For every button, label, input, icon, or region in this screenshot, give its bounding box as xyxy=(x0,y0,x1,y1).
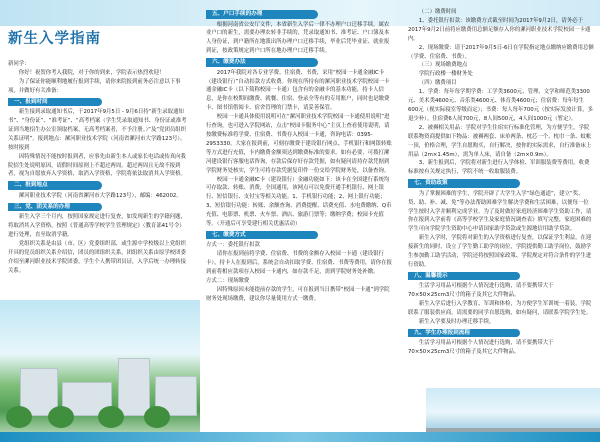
intro-paragraph: 为了保证你能顺利地履行报到手续，请你来院报到前务必注意以下事项，并做好有关准备： xyxy=(8,78,181,94)
section-paragraph: 2017年我院对各专业学费、住宿费、书费，采用“校园一卡通金融IC卡（建设银行）”自动扣款方式收费。你现在所持有的漯河职业技术学院校园一卡通金融IC卡（以下简称校园一卡通）包含有的金融卡的基本功能，持卡人信息，是你在校期间缴费、就餐、住宿、登录全等有的专用账户，同时也是缴费卡、图书馆借阅卡、宿舍管理的门禁卡，请妥善保管。 xyxy=(206,69,390,112)
section-heading: 七、缴费方式 xyxy=(206,231,318,240)
section-paragraph: 新生入学三个月内，按照国家规定进行复查，如发现新生的学籍问题，将取消其入学资格，按照《普通高等学校学生管理规定》（教育部41号令）进行处理，直至取消学籍。 xyxy=(8,214,186,239)
fee-paragraph: 2、现场缴费：请于2017年9月5日-6日在学院指定地点缴纳应缴费用总额（学费、住宿费、书费）。 xyxy=(408,44,594,60)
section-paragraph: 新生入学时，学院将对新生的入学资格进行复查，以保证学生利益，在迎接新生的同时，设立了学生勤工助学的岗位，学院提供勤工助学岗位，鼓励学生参加勤工助学活动，学院还将按照国家政策、学院规定对符合条件的学生进行资助。 xyxy=(408,235,592,268)
section-paragraph: 新生入学要及时办理迁移手续。 xyxy=(418,319,495,325)
section-heading: 一、报到时间 xyxy=(8,98,102,107)
section-paragraph: 新生入学后进行入学教育、军训和体检，为方便学生军训统一着装，学院联系了服装供应商，请需要的同学自愿选购，如有疑问，请联系学院学生处。 xyxy=(408,301,592,317)
section-paragraph: 为了掌握困难的学生，学院开辟了大学生入学“绿色通道”，建立“奖、贷、助、补、减、免”等办法帮助困难学生解决学费和生活困难，以便每一位学生按时入学并顺利完成学业。为了及时做好家庭经济困难学生资助工作，请你在报到入学前将《高等学校学生及家庭情况调查表》填写完整，家庭困难的学生可向学院学生资助中心申请国家助学贷款或生源地信用助学贷款。 xyxy=(408,190,592,233)
section-heading: 七、资助政策 xyxy=(408,179,520,188)
section-paragraph: 校园一卡通具体使用说明可在“漯河职业技术学院校园一卡通使用说明”进行查询，也可进入学院网站，点击“校园卡服务中心”主页上查看使用说明，请按缴费标准将学费、住宿费、书费存入校园一卡通，咨询电话：0395-2953330。大家在报到前，可刻存缴费于建设银行网点、手机银行和网银转账等方式进行充值，卡内缴费金额须达到缴费标准的要求。如有必要，可拨打漯河建设银行客服电话咨询，存款后保存好存款凭据，如有疑问请持存款凭据到学院财务处核实，学生可将存款凭据复印件一份交给学院财务处，以备查询。 xyxy=(206,114,392,174)
page-title: 新生入学指南 xyxy=(8,31,101,47)
section-paragraph: 根据河南省公安厅文件，本省新生入学后一律不办理户口迁移手续。属农业户口的新生，需要办理农转非手续的，凭录取通知书、准考证、户口簿及本人身份证，到户籍所在地派出所办理户口迁移手续，毕业后凭毕业证、就业报到证，按政策规定到户口所在地办理户口迁移手续。 xyxy=(206,21,390,55)
section-paragraph: 漯河职业技术学院（河南省漯河市大学路123号），邮编：462002。 xyxy=(18,192,182,199)
section-paragraph: 因特殊情况不能按时报到者，应事先由新生本人或家长电话或传真向我院招生处说明原因，请假时间原则上不超过两周。超过两周且无故不报到者，视为自愿放弃入学资格，取消入学资格，学院将依法取消其入学资格。 xyxy=(8,153,186,178)
section-paragraph: 方式一：委托银行扣款 xyxy=(206,242,260,249)
section-paragraph: 方式二：现场缴费 xyxy=(206,278,250,285)
column-right xyxy=(408,8,594,438)
fee-paragraph: （三）现场缴费地点 xyxy=(418,62,468,69)
intro-paragraph: 你好！祝贺你考入我院，对于你的到来，学院表示热烈欢迎！ xyxy=(18,69,165,76)
fee-paragraph: 学院行政楼一楼财务处 xyxy=(418,71,473,78)
fee-paragraph: 1、学费：每年每学期学费：工学类3600元、管理、文学和师范类3300元、美术类4600元、音乐类4600元、体育类4600元；住宿费：每年每生600元（视实际寝室等级而定）；书费：每人每年700元（按实际发放计算，多退少补）。住宿费6人间700元，8人间500元，4人间1000元（暂定）。 xyxy=(408,89,593,122)
section-paragraph: 生活学习用品可根据个人情况进行选购，请不要携带大于70×50×25cm3尺寸的箱子及其它大件物品。 xyxy=(408,283,554,299)
section-paragraph: 请你在报到前将学费、住宿费、书费的金额存入校园一卡通（建设银行卡），持卡人在报到后，系统会自动扣取学费、住宿费、书费等费用，请你在报到前将相应款项存入校园一卡通内，如存款不足，需到学院财务处补缴。 xyxy=(206,251,392,276)
section-heading: 九、学生办理报到流程 xyxy=(408,329,520,338)
bottom-banner xyxy=(0,432,600,442)
section-heading: 三、党、团关系的办理 xyxy=(8,203,102,212)
section-heading: 六、缴费办法 xyxy=(206,58,318,67)
fee-paragraph: 1、委托银行扣款：该缴费方式截至时间为2017年9月2日，请务必于2017年9月2日前将应缴费用总额足额存入你的漯河职业技术学院校园一卡通内。 xyxy=(408,17,591,42)
section-heading: 八、温馨提示 xyxy=(408,272,520,281)
column-middle xyxy=(206,8,394,438)
fee-paragraph: （二）缴费时间 xyxy=(418,9,457,15)
section-paragraph: 党组织关系是由县（市、区）党委组织部，或生源中学校级以上党组织开具的党员组织关系介绍信，团员的团组织关系，团组织关系由原学校团委介绍至漯河职业技术学院团委，学生个人携带团员证，入学后统一办理转接关系。 xyxy=(8,241,186,274)
column-left xyxy=(8,8,190,436)
section-heading: 二、报到地点 xyxy=(8,181,102,190)
section-paragraph: 校园一卡通金融IC卡（建设银行）金融功能如下：该卡在全国建行系统均可存取款、转账、消费，全国通用，该网点可以免费开通手机银行、网上银行、短信银行、支付宝等相关功能。1、手机银行功能；2、网上银行功能；3、短信银行功能：转账、余额查询、消费提醒、话费充值、水电费缴纳、Q币充值、电影票、机票、火车票、酒店、旅游门票等；缴纳学费；校园卡充值等。（开通后可享受建行相关优惠活动） xyxy=(206,176,392,228)
section-paragraph: 因特殊原因未能提前存款的学生，可在报到当日携带“校园一卡通”到学院财务处现场缴费，建议你尽量使用方式一缴费。 xyxy=(206,286,390,302)
fee-paragraph: 3、新生报到后，学院将对新生进行入学体检、军训服装费等费用，收费标准按有关规定执行，学院不统一收取服装费。 xyxy=(408,160,590,176)
section-heading: 五、户口手续的办理 xyxy=(206,10,318,19)
section-paragraph: 新生接到录取通知书后，于2017年9月5日 - 9月6日持“新生录取通知书”、“身份证”、“准考证”、“高考档案（学生凭录取通知书、身份证或准考证到当地招生办公室领取档案，无高考档案者，不予注册。）”及“党团员组织关系证明”。报到地点：漯河职业技术学院（河南省漯河市大学路123号）。按时报到 xyxy=(8,109,187,151)
fee-paragraph: （四）缴费项目 xyxy=(418,80,457,87)
greeting: 新同学： xyxy=(8,61,30,67)
fee-paragraph: 2、被褥相关用品：学院对学生住宿实行标准化管理，为方便学生，学院联系物资商提供如下物品：被褥两套、床单两条、枕芯一个、枕巾一条、蚊帐一顶，价格合理，学生自愿购买，自行解决，按你的实际需求，自行准备床上用品（2m×1.45m），需为单人床，请自备（2m×0.9m）。 xyxy=(408,124,592,158)
section-paragraph: 生活学习用品可根据个人情况进行选购，请不要携带大于70×50×25cm3尺寸的箱子及其它大件物品。 xyxy=(408,340,554,356)
